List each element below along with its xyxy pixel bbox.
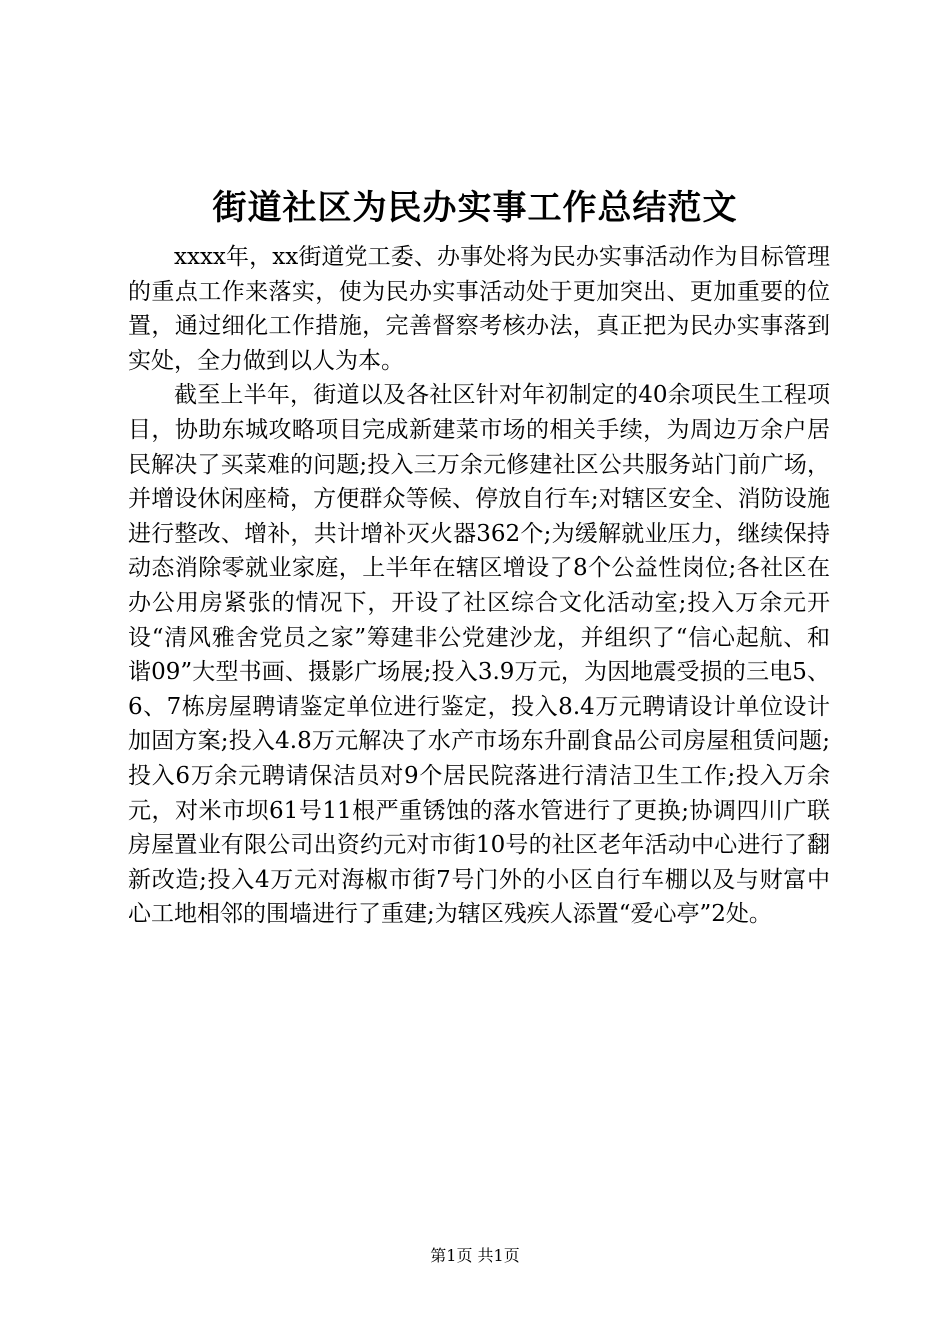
paragraph-intro: xxxx年，xx街道党工委、办事处将为民办实事活动作为目标管理的重点工作来落实，使为民办实事活动处于更加突出、更加重要的位置，通过细化工作措施，完善督察考核办法，真正把为民办实事落到实处，全力做到以人为本。 — [128, 244, 830, 374]
page-footer: 第1页 共1页 — [430, 1246, 520, 1265]
document-title: 街道社区为民办实事工作总结范文 — [212, 188, 738, 228]
document-body — [128, 240, 830, 932]
paragraph-achievements: 截至上半年，街道以及各社区针对年初制定的40余项民生工程项目，协助东城攻略项目完成新建菜市场的相关手续，为周边万余户居民解决了买菜难的问题;投入三万余元修建社区公共服务站门前广场，并增设休闲座椅，方便群众等候、停放自行车;对辖区安全、消防设施进行整改、增补，共计增补灭火器362个;为缓解就业压力，继续保持动态消除零就业家庭，上半年在辖区增设了8个公益性岗位;各社区在办公用房紧张的情况下，开设了社区综合文化活动室;投入万余元开设“清风雅舍党员之家”筹建非公党建沙龙，并组织了“信心起航、和谐09”大型书画、摄影广场展;投入3.9万元，为因地震受损的三电5、6、7栋房屋聘请鉴定单位进行鉴定，投入8.4万元聘请设计单位设计加固方案;投入4.8万元解决了水产市场东升副食品公司房屋租赁问题;投入6万余元聘请保洁员对9个居民院落进行清洁卫生工作;投入万余元，对米市坝61号11根严重锈蚀的落水管进行了更换;协调四川广联房屋置业有限公司出资约元对市街10号的社区老年活动中心进行了翻新改造;投入4万元对海椒市街7号门外的小区自行车棚以及与财富中心工地相邻的围墙进行了重建;为辖区残疾人添置“爱心亭”2处。 — [128, 382, 830, 928]
